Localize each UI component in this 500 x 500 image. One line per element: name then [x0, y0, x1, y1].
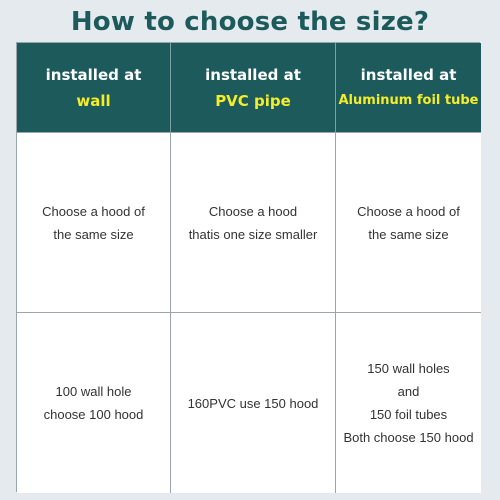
header-foil-line1: installed at — [360, 65, 457, 84]
cell-text: Choose a hood of — [42, 203, 145, 219]
cell-text: thatis one size smaller — [188, 226, 318, 242]
header-pvc — [171, 43, 336, 133]
header-wall — [17, 43, 171, 133]
cell-text: Choose a hood — [208, 203, 298, 219]
header-foil-line2: Aluminum foil tube — [338, 92, 479, 108]
cell-text: 160PVC use 150 hood — [187, 395, 319, 411]
size-table — [16, 42, 480, 492]
cell-text: the same size — [53, 226, 134, 242]
cell-text: Both choose 150 hood — [343, 430, 474, 445]
header-pvc-line1: installed at — [205, 65, 301, 84]
cell-text: and — [397, 384, 420, 399]
cell-text: 100 wall hole — [55, 384, 132, 399]
cell-foil-row1 — [336, 133, 481, 313]
header-foil — [336, 43, 481, 133]
cell-text: Choose a hood of — [357, 203, 460, 219]
cell-pvc-row1 — [171, 133, 336, 313]
header-wall-line1: installed at — [45, 65, 142, 84]
header-pvc-line2: PVC pipe — [215, 91, 291, 110]
header-wall-line2: wall — [76, 91, 111, 110]
cell-text: the same size — [368, 226, 449, 242]
cell-text: 150 foil tubes — [369, 407, 448, 422]
cell-wall-row2 — [17, 313, 171, 493]
cell-foil-row2 — [336, 313, 481, 493]
cell-text: 150 wall holes — [367, 361, 450, 376]
cell-wall-row1 — [17, 133, 171, 313]
cell-text: choose 100 hood — [43, 407, 144, 422]
cell-pvc-row2 — [171, 313, 336, 493]
page-title: How to choose the size? — [70, 7, 430, 37]
